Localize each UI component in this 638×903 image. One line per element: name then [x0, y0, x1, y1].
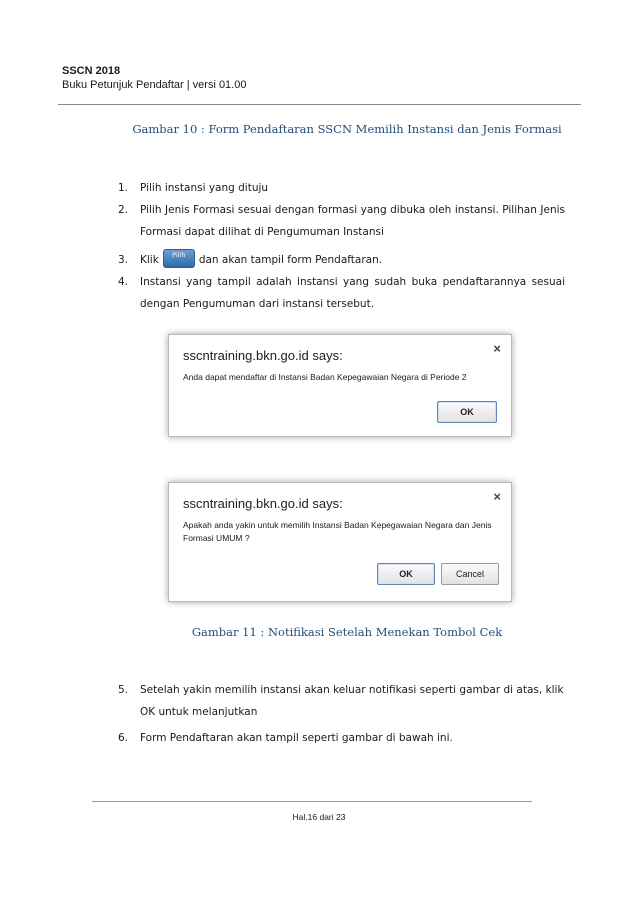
- list-number: 4.: [118, 276, 129, 288]
- confirm-dialog-instansi: [168, 482, 512, 602]
- list-item: [118, 199, 565, 243]
- close-icon[interactable]: ×: [493, 489, 501, 504]
- list-text: [140, 249, 565, 271]
- close-icon[interactable]: ×: [493, 341, 501, 356]
- list-number: 1.: [118, 182, 129, 194]
- cancel-button[interactable]: Cancel: [441, 563, 499, 585]
- footer-divider: [92, 801, 532, 802]
- ok-button[interactable]: OK: [377, 563, 435, 585]
- list-text: Instansi yang tampil adalah instansi yang sudah buka pendaftarannya sesuai dengan Pengumuman dari instansi tersebut.: [140, 276, 565, 310]
- document-header: [62, 64, 246, 92]
- figure-caption-10: Gambar 10 : Form Pendaftaran SSCN Memilih Instansi dan Jenis Formasi: [132, 122, 562, 136]
- list-text: Form Pendaftaran akan tampil seperti gambar di bawah ini.: [140, 732, 453, 744]
- dialog-message: Apakah anda yakin untuk memilih Instansi Badan Kepegawaian Negara dan Jenis Formasi UMUM ?: [183, 520, 492, 543]
- pilih-button[interactable]: Pilih: [163, 249, 195, 268]
- dialog-title: sscntraining.bkn.go.id says:: [183, 348, 343, 363]
- page-number: Hal.16 dari 23: [292, 812, 346, 822]
- text-after-button: dan akan tampil form Pendaftaran.: [198, 254, 383, 266]
- steps-list-a: [118, 177, 565, 315]
- list-number: 6.: [118, 732, 129, 744]
- list-number: 2.: [118, 204, 129, 216]
- list-text: Setelah yakin memilih instansi akan keluar notifikasi seperti gambar di atas, klik OK untuk melanjutkan: [140, 684, 564, 718]
- ok-button[interactable]: OK: [437, 401, 497, 423]
- header-title: SSCN 2018: [62, 65, 121, 77]
- list-item: [118, 679, 565, 723]
- list-item: [118, 249, 565, 271]
- list-text: Pilih Jenis Formasi sesuai dengan formasi yang dibuka oleh instansi. Pilihan Jenis Formasi dapat dilihat di Pengumuman Instansi: [140, 204, 565, 238]
- list-number: 3.: [118, 254, 129, 266]
- list-item: [118, 727, 565, 749]
- alert-dialog-periode: [168, 334, 512, 437]
- list-item: [118, 271, 565, 315]
- list-number: 5.: [118, 684, 129, 696]
- text-before-button: Klik: [140, 254, 159, 266]
- header-subtitle: Buku Petunjuk Pendaftar | versi 01.00: [62, 79, 247, 91]
- list-text: Pilih instansi yang dituju: [140, 182, 269, 194]
- dialog-message: Anda dapat mendaftar di Instansi Badan Kepegawaian Negara di Periode 2: [183, 372, 467, 382]
- figure-caption-11: Gambar 11 : Notifikasi Setelah Menekan Tombol Cek: [191, 625, 503, 639]
- header-divider: [58, 104, 581, 105]
- dialog-title: sscntraining.bkn.go.id says:: [183, 496, 343, 511]
- list-item: [118, 177, 565, 199]
- steps-list-b: [118, 679, 565, 749]
